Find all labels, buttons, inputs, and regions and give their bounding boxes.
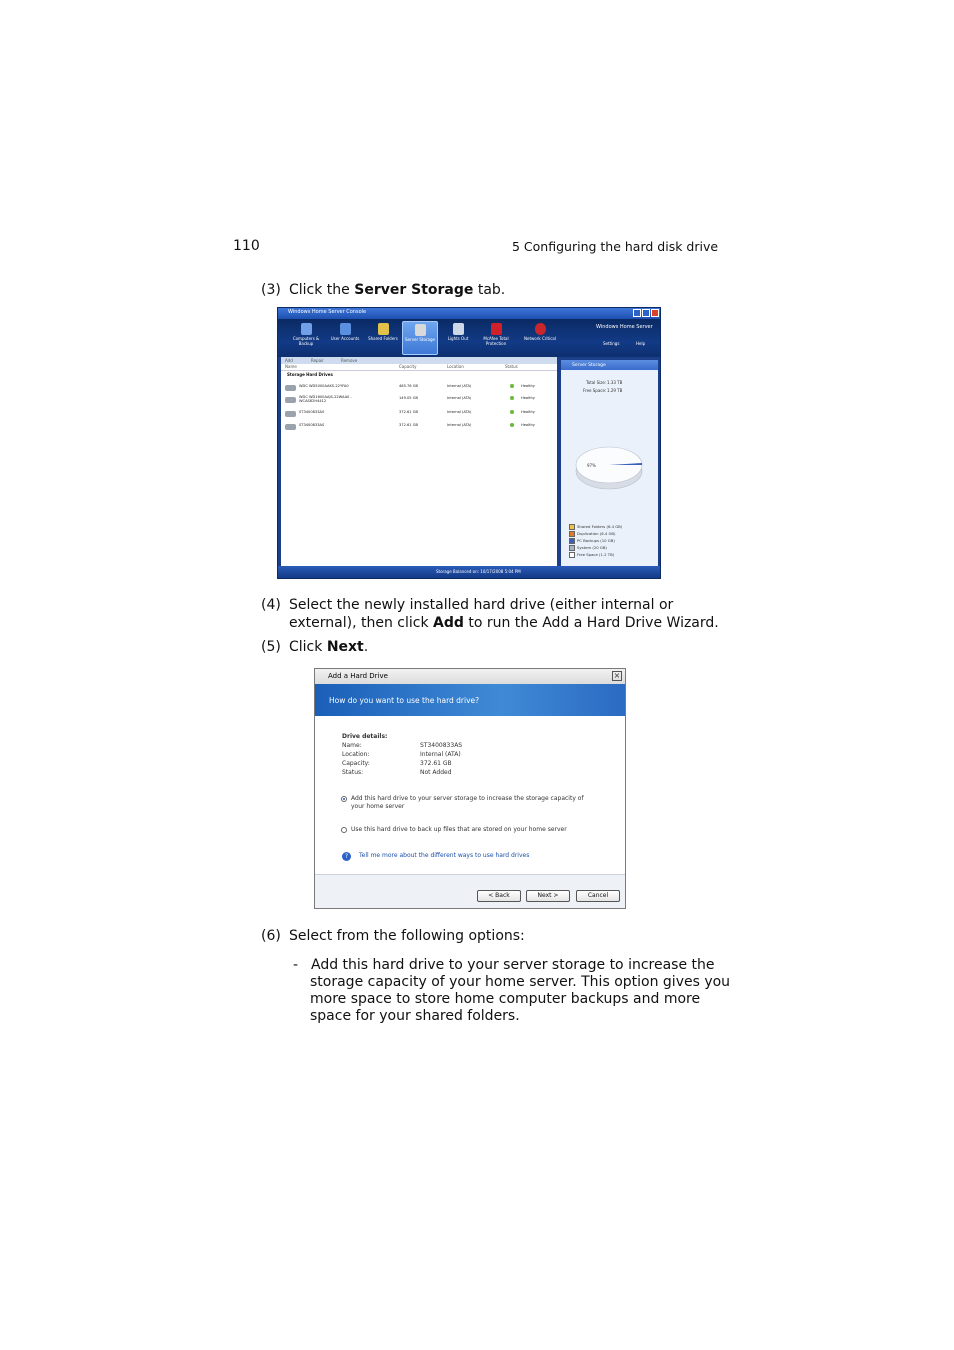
dialog-title: Add a Hard Drive: [328, 672, 388, 680]
console-statusbar: [278, 566, 660, 578]
help-link[interactable]: Help: [636, 341, 646, 346]
legend-swatch: [569, 552, 575, 558]
dialog-question: How do you want to use the hard drive?: [329, 696, 480, 705]
legend-label: PC Backups (10 GB): [577, 538, 615, 543]
legend-item: [569, 531, 616, 537]
lights-out-icon: [453, 323, 464, 335]
detail-value: Not Added: [420, 769, 452, 776]
step-3-number: (3): [261, 282, 281, 298]
console-toolbar: [281, 357, 557, 364]
mcafee-icon: [491, 323, 502, 335]
cancel-button[interactable]: Cancel: [576, 890, 620, 902]
step-4-number: (4): [261, 597, 281, 613]
hard-drive-icon: [285, 397, 296, 403]
dialog-titlebar: [315, 669, 625, 685]
drive-status: Healthy: [521, 423, 535, 427]
back-button[interactable]: < Back: [477, 890, 521, 902]
option-add-label-line1: Add this hard drive to your server storage to increase the storage capacity of: [351, 795, 584, 802]
drive-name: ST3400833AS: [299, 410, 325, 414]
detail-value: Internal (ATA): [420, 751, 461, 758]
drive-capacity: 149.05 GB: [399, 396, 418, 400]
step-5-number: (5): [261, 639, 281, 655]
drive-capacity: 372.61 GB: [399, 423, 418, 427]
drive-name: WDC WD1600AAJS-22WAA0 - WCAS82H4412: [299, 395, 352, 403]
table-row[interactable]: [281, 422, 557, 434]
healthy-status-icon: [510, 423, 514, 427]
step-4-keyword: Add: [433, 615, 464, 631]
detail-value: 372.61 GB: [420, 760, 452, 767]
drive-name: WDC WD5000AAKS-22YFA0: [299, 384, 349, 388]
tab-label: User Accounts: [330, 336, 360, 341]
step-6-text: Select from the following options:: [289, 928, 525, 944]
settings-link[interactable]: Settings: [603, 341, 620, 346]
free-space-value: 1.29 TB: [607, 388, 623, 393]
storage-icon: [415, 324, 426, 336]
pie-percent-label: 97%: [587, 463, 596, 468]
step-5-pre: Click: [289, 639, 327, 655]
drive-capacity: 372.61 GB: [399, 410, 418, 414]
tab-label: Computers & Backup: [292, 336, 320, 346]
tab-user-accounts[interactable]: [327, 321, 363, 355]
tab-label: Network Critical: [524, 336, 556, 341]
column-capacity[interactable]: Capacity: [399, 364, 417, 369]
legend-label: Free Space (1.2 TB): [577, 552, 615, 557]
healthy-status-icon: [510, 396, 514, 400]
remove-button[interactable]: Remove: [341, 358, 358, 363]
drive-status: Healthy: [521, 410, 535, 414]
maximize-icon[interactable]: [642, 309, 650, 317]
server-storage-panel: [561, 360, 658, 568]
step-4-pre: external), then click: [289, 615, 433, 631]
drive-details-heading: Drive details:: [342, 733, 388, 740]
hard-drive-icon: [285, 385, 296, 391]
step-4-post: to run the Add a Hard Drive Wizard.: [463, 615, 719, 631]
add-button[interactable]: Add: [285, 358, 293, 363]
legend-item: [569, 524, 622, 530]
table-row[interactable]: [281, 383, 557, 395]
hard-drive-icon: [285, 411, 296, 417]
column-location[interactable]: Location: [447, 364, 464, 369]
bullet-dash: -: [293, 957, 299, 973]
step-5-keyword: Next: [326, 639, 364, 655]
legend-swatch: [569, 531, 575, 537]
drive-location: Internal (ATA): [447, 423, 472, 427]
close-icon[interactable]: [651, 309, 659, 317]
console-tabbar: [278, 319, 660, 357]
add-to-storage-radio[interactable]: [341, 796, 347, 802]
tab-mcafee[interactable]: [476, 321, 516, 355]
drive-name: ST3400833AS: [299, 423, 325, 427]
drive-location: Internal (ATA): [447, 396, 472, 400]
list-header: [281, 364, 557, 371]
drive-list: [281, 364, 557, 567]
console-title: Windows Home Server Console: [288, 309, 367, 315]
storage-pie-chart: [575, 437, 643, 491]
storage-balanced-text: Storage Balanced on: 10/17/2008 5:04 PM: [436, 569, 521, 574]
users-icon: [340, 323, 351, 335]
drive-capacity: 465.76 GB: [399, 384, 418, 388]
network-status-icon: [535, 323, 546, 335]
tab-network-critical[interactable]: [522, 321, 558, 355]
legend-label: System (20 GB): [577, 545, 607, 550]
step-6-number: (6): [261, 928, 281, 944]
chapter-title: 5 Configuring the hard disk drive: [512, 239, 719, 254]
panel-title: Server Storage: [572, 363, 606, 368]
bullet-line-1: Add this hard drive to your server storage to increase the: [311, 957, 715, 973]
drive-status: Healthy: [521, 384, 535, 388]
tab-label: Server Storage: [404, 337, 436, 342]
panel-header: [561, 360, 658, 370]
healthy-status-icon: [510, 384, 514, 388]
step-5-post: .: [363, 639, 369, 655]
legend-label: Duplication (6.4 GB): [577, 531, 616, 536]
legend-item: [569, 552, 614, 558]
step-3-pre: Click the: [289, 282, 355, 298]
step-3-keyword: Server Storage: [354, 282, 474, 298]
legend-item: [569, 545, 607, 551]
legend-swatch: [569, 538, 575, 544]
legend-item: [569, 538, 615, 544]
drive-location: Internal (ATA): [447, 410, 472, 414]
dialog-body: [315, 716, 625, 874]
detail-label: Name:: [342, 742, 362, 749]
dialog-banner: [315, 684, 625, 716]
computer-icon: [301, 323, 312, 335]
step-3-post: tab.: [473, 282, 506, 298]
step-4-line2: [289, 615, 719, 632]
repair-button[interactable]: Repair: [311, 358, 324, 363]
detail-label: Capacity:: [342, 760, 370, 767]
group-label: Storage Hard Drives: [287, 372, 333, 377]
tab-label: Shared Folders: [368, 336, 398, 341]
table-row[interactable]: [281, 409, 557, 421]
step-3-text: [289, 282, 505, 299]
tab-computers-backup[interactable]: [288, 321, 324, 355]
bullet-line-4: space for your shared folders.: [310, 1008, 520, 1024]
column-status[interactable]: Status: [505, 364, 518, 369]
legend-label: Shared Folders (6.4 GB): [577, 524, 623, 529]
help-link[interactable]: Tell me more about the different ways to use hard drives: [359, 852, 530, 859]
tab-lights-out[interactable]: [440, 321, 476, 355]
option-backup-label: Use this hard drive to back up files that are stored on your home server: [351, 826, 567, 833]
minimize-icon[interactable]: [633, 309, 641, 317]
backup-files-radio[interactable]: [341, 827, 347, 833]
hard-drive-icon: [285, 424, 296, 430]
tab-server-storage[interactable]: [402, 321, 438, 355]
column-name[interactable]: Name: [285, 364, 297, 369]
legend-swatch: [569, 545, 575, 551]
step-5-text: [289, 639, 368, 656]
tab-label: McAfee Total Protection: [483, 336, 509, 346]
total-size-value: 1.33 TB: [607, 380, 623, 385]
tab-label: Lights Out: [447, 336, 469, 341]
brand-logo-text: Windows Home Server: [596, 324, 653, 330]
table-row[interactable]: [281, 395, 557, 407]
help-icon[interactable]: ?: [342, 852, 351, 861]
healthy-status-icon: [510, 410, 514, 414]
detail-value: ST3400833AS: [420, 742, 463, 749]
folder-icon: [378, 323, 389, 335]
bullet-line-2: storage capacity of your home server. This option gives you: [310, 974, 731, 990]
legend-swatch: [569, 524, 575, 530]
free-space-label: Free Space:: [583, 388, 607, 393]
drive-status: Healthy: [521, 396, 535, 400]
tab-shared-folders[interactable]: [365, 321, 401, 355]
detail-label: Status:: [342, 769, 364, 776]
home-server-console-screenshot: [277, 307, 661, 579]
step-4-line1: Select the newly installed hard drive (either internal or: [289, 597, 674, 613]
console-titlebar: [278, 308, 660, 319]
page-number: 110: [233, 238, 260, 254]
next-button[interactable]: Next >: [526, 890, 570, 902]
bullet-line-3: more space to store home computer backups and more: [310, 991, 701, 1007]
detail-label: Location:: [342, 751, 370, 758]
option-add-label-line2: your home server: [351, 803, 405, 810]
total-size-label: Total Size:: [586, 380, 607, 385]
drive-location: Internal (ATA): [447, 384, 472, 388]
close-icon[interactable]: ×: [613, 671, 621, 680]
dialog-footer: [315, 874, 625, 909]
add-hard-drive-dialog-screenshot: [314, 668, 626, 909]
